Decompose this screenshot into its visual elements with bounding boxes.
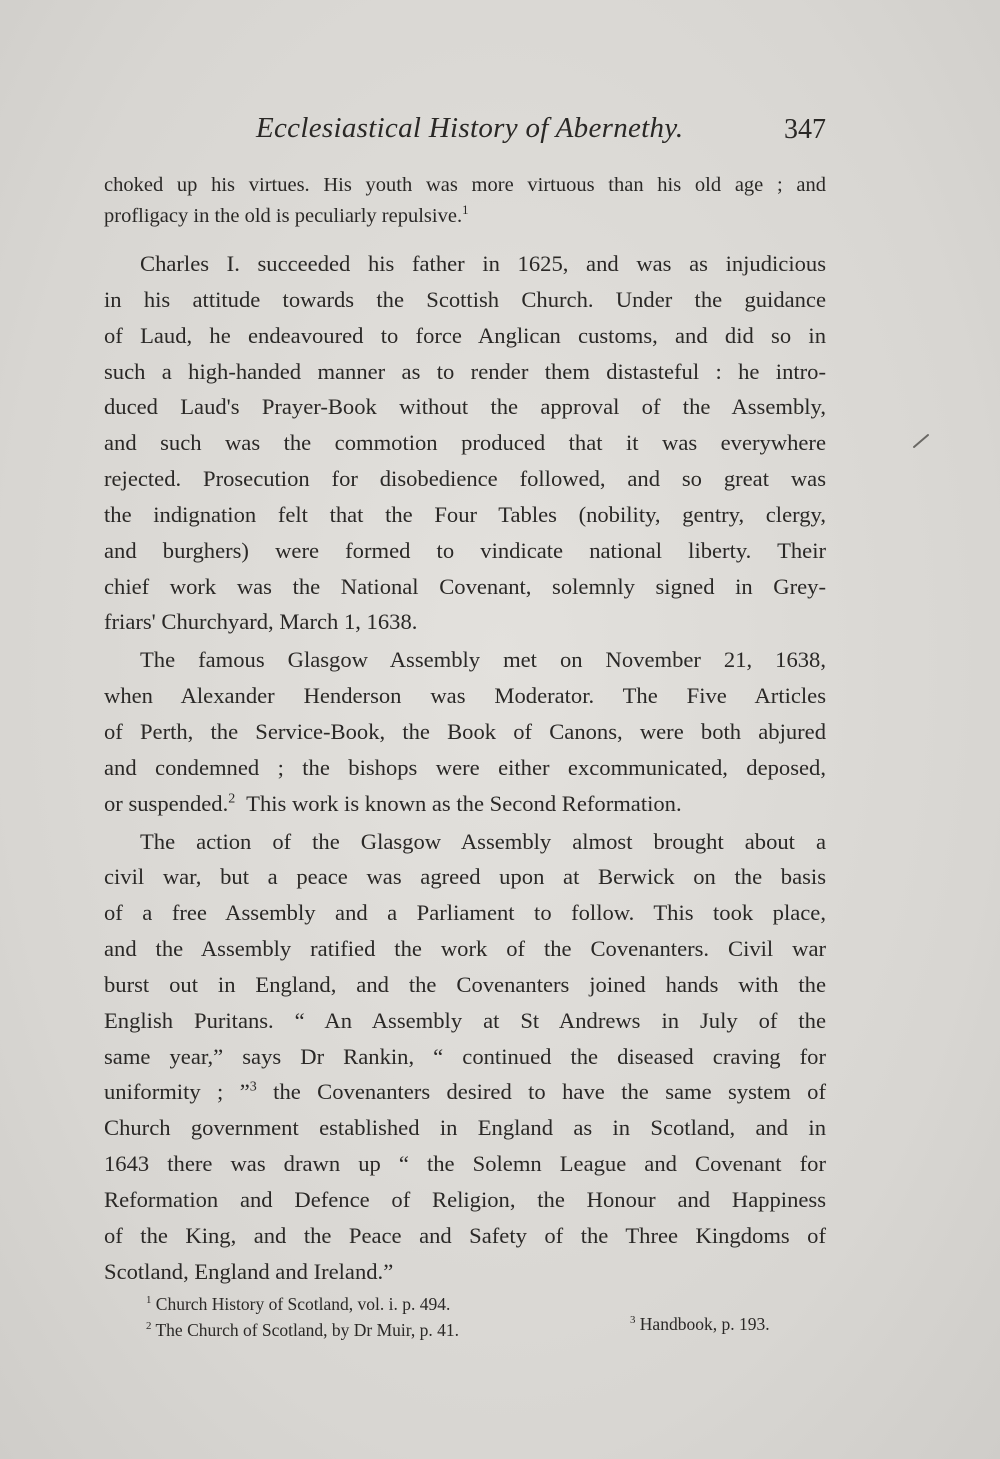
footnote <box>146 1294 450 1315</box>
footnote-marker: 3 <box>249 1079 257 1095</box>
text-line: burst out in England, and the Covenanters joined hands with the <box>104 971 826 997</box>
text-line: friars' Churchyard, March 1, 1638. <box>104 609 418 635</box>
text-line: duced Laud's Prayer-Book without the approval of the Assembly, <box>104 394 826 420</box>
text-line: of Laud, he endeavoured to force Anglican customs, and did so in <box>104 322 826 348</box>
text-fragment: profligacy in the old is peculiarly repulsive. <box>104 205 463 227</box>
running-title: Ecclesiastical History of Abernethy. <box>256 112 684 144</box>
text-line: such a high-handed manner as to render them distasteful : he intro- <box>104 358 826 384</box>
text-line: rejected. Prosecution for disobedience followed, and so great was <box>104 466 826 492</box>
text-fragment: or suspended. <box>104 790 229 816</box>
text-line: Reformation and Defence of Religion, the Honour and Happiness <box>104 1186 826 1212</box>
paragraph-glasgow <box>104 642 826 821</box>
page-number: 347 <box>784 114 826 145</box>
footnote-marker: 3 <box>630 1314 636 1327</box>
text-line: Scotland, England and Ireland.” <box>104 1258 394 1284</box>
footnote-text: Church History of Scotland, vol. i. p. 494. <box>151 1294 451 1314</box>
footnote-marker: 2 <box>228 791 236 807</box>
paragraph-action <box>104 824 826 1290</box>
text-fragment: the Covenanters desired to have the same system of <box>256 1079 827 1105</box>
footnote-marker: 2 <box>146 1320 152 1333</box>
running-head <box>104 112 826 152</box>
text-line: Charles I. succeeded his father in 1625, and was as injudicious <box>140 251 826 276</box>
text-line: chief work was the National Covenant, solemnly signed in Grey- <box>104 573 826 599</box>
footnote <box>630 1314 770 1335</box>
text-line: and burghers) were formed to vindicate national liberty. Their <box>104 537 826 563</box>
text-line: of the King, and the Peace and Safety of the Three Kingdoms of <box>104 1222 826 1248</box>
text-line: same year,” says Dr Rankin, “ continued the diseased craving for <box>104 1043 826 1069</box>
text-line: and the Assembly ratified the work of the Covenanters. Civil war <box>104 936 826 962</box>
text-line: 1643 there was drawn up “ the Solemn League and Covenant for <box>104 1151 826 1177</box>
text-line: in his attitude towards the Scottish Church. Under the guidance <box>104 286 826 312</box>
footnote-marker: 1 <box>462 203 469 218</box>
footnote <box>146 1320 459 1341</box>
text-line <box>104 1074 826 1110</box>
text-line: Church government established in England as in Scotland, and in <box>104 1115 826 1141</box>
text-line <box>104 786 826 822</box>
text-line: English Puritans. “ An Assembly at St Andrews in July of the <box>104 1007 826 1033</box>
text-line: The action of the Glasgow Assembly almost brought about a <box>140 828 826 854</box>
text-line: of a free Assembly and a Parliament to follow. This took place, <box>104 900 826 926</box>
text-line: The famous Glasgow Assembly met on November 21, 1638, <box>140 647 826 673</box>
text-fragment: uniformity ; ” <box>104 1079 250 1105</box>
text-line: choked up his virtues. His youth was more virtuous than his old age ; and <box>104 174 826 196</box>
body-text <box>104 170 826 1289</box>
text-line: and such was the commotion produced that it was everywhere <box>104 430 826 456</box>
opening-paragraph <box>104 170 826 232</box>
text-line: of Perth, the Service-Book, the Book of Canons, were both abjured <box>104 718 826 744</box>
paragraph-charles <box>104 246 826 640</box>
text-line: the indignation felt that the Four Tables (nobility, gentry, clergy, <box>104 501 826 527</box>
text-line <box>104 201 826 232</box>
text-line: civil war, but a peace was agreed upon at Berwick on the basis <box>104 864 826 890</box>
footnote-marker: 1 <box>146 1294 152 1307</box>
footnote-text: The Church of Scotland, by Dr Muir, p. 41. <box>151 1320 460 1340</box>
text-line: when Alexander Henderson was Moderator. The Five Articles <box>104 683 826 709</box>
pencil-mark <box>912 432 930 450</box>
text-line: and condemned ; the bishops were either excommunicated, deposed, <box>104 754 826 780</box>
text-fragment: This work is known as the Second Reformation. <box>235 790 682 816</box>
footnote-text: Handbook, p. 193. <box>635 1314 770 1334</box>
